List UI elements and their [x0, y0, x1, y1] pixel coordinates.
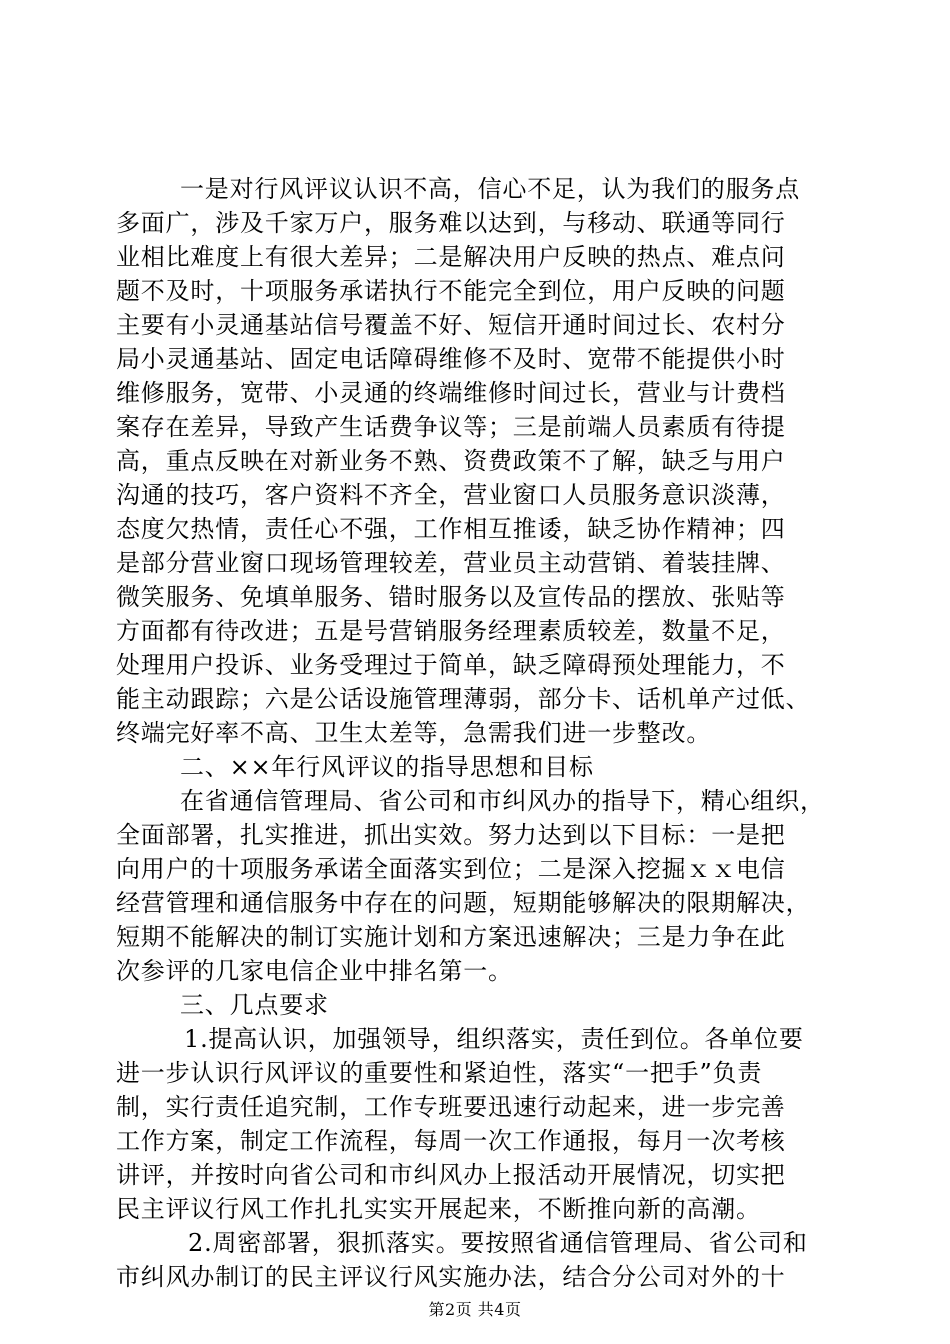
body-text-line: 全面部署，扎实推进，抓出实效。努力达到以下目标：一是把 [116, 821, 786, 849]
body-text-line: 沟通的技巧，客户资料不齐全，营业窗口人员服务意识淡薄， [116, 481, 786, 509]
body-text-line: 民主评议行风工作扎扎实实开展起来，不断推向新的高潮。 [116, 1195, 761, 1223]
section-heading: 三、几点要求 [180, 991, 329, 1019]
body-text-line: 在省通信管理局、省公司和市纠风办的指导下，精心组织， [180, 787, 825, 815]
body-text-line: 方面都有待改进；五是号营销服务经理素质较差，数量不足， [116, 617, 786, 645]
body-text-line: 多面广，涉及千家万户，服务难以达到，与移动、联通等同行 [116, 209, 786, 237]
body-text-line: 向用户的十项服务承诺全面落实到位；二是深入挖掘ｘｘ电信 [116, 855, 786, 883]
body-text-line: 态度欠热情，责任心不强，工作相互推诿，缺乏协作精神；四 [116, 515, 786, 543]
body-text-line: 维修服务，宽带、小灵通的终端维修时间过长，营业与计费档 [116, 379, 786, 407]
body-text-line: 是部分营业窗口现场管理较差，营业员主动营销、着装挂牌、 [116, 549, 786, 577]
body-text-line: 工作方案，制定工作流程，每周一次工作通报，每月一次考核 [116, 1127, 786, 1155]
body-text-line: 1.提高认识，加强领导，组织落实，责任到位。各单位要 [184, 1025, 804, 1053]
body-text-line: 主要有小灵通基站信号覆盖不好、短信开通时间过长、农村分 [116, 311, 786, 339]
body-text-line: 经营管理和通信服务中存在的问题，短期能够解决的限期解决， [116, 889, 811, 917]
body-text-line: 一是对行风评议认识不高，信心不足，认为我们的服务点 [180, 175, 800, 203]
body-text-line: 处理用户投诉、业务受理过于简单，缺乏障碍预处理能力，不 [116, 651, 786, 679]
body-text-line: 题不及时，十项服务承诺执行不能完全到位，用户反映的问题 [116, 277, 786, 305]
section-heading: 二、××年行风评议的指导思想和目标 [180, 753, 594, 781]
body-text-line: 局小灵通基站、固定电话障碍维修不及时、宽带不能提供小时 [116, 345, 786, 373]
body-text-line: 次参评的几家电信企业中排名第一。 [116, 957, 513, 985]
body-text-line: 微笑服务、免填单服务、错时服务以及宣传品的摆放、张贴等 [116, 583, 786, 611]
body-text-line: 市纠风办制订的民主评议行风实施办法，结合分公司对外的十 [116, 1263, 786, 1291]
body-text-line: 讲评，并按时向省公司和市纠风办上报活动开展情况，切实把 [116, 1161, 786, 1189]
body-text-line: 制，实行责任追究制，工作专班要迅速行动起来，进一步完善 [116, 1093, 786, 1121]
body-text-line: 短期不能解决的制订实施计划和方案迅速解决；三是力争在此 [116, 923, 786, 951]
body-text-line: 业相比难度上有很大差异；二是解决用户反映的热点、难点问 [116, 243, 786, 271]
body-text-line: 案存在差异，导致产生话费争议等；三是前端人员素质有待提 [116, 413, 786, 441]
page-number-footer: 第2页 共4页 [428, 1300, 522, 1319]
body-text-line: 终端完好率不高、卫生太差等，急需我们进一步整改。 [116, 719, 712, 747]
body-text-line: 能主动跟踪；六是公话设施管理薄弱，部分卡、话机单产过低、 [116, 685, 811, 713]
body-text-line: 进一步认识行风评议的重要性和紧迫性，落实“一把手”负责 [116, 1059, 763, 1087]
body-text-line: 2.周密部署，狠抓落实。要按照省通信管理局、省公司和 [188, 1229, 808, 1257]
body-text-line: 高，重点反映在对新业务不熟、资费政策不了解，缺乏与用户 [116, 447, 786, 475]
